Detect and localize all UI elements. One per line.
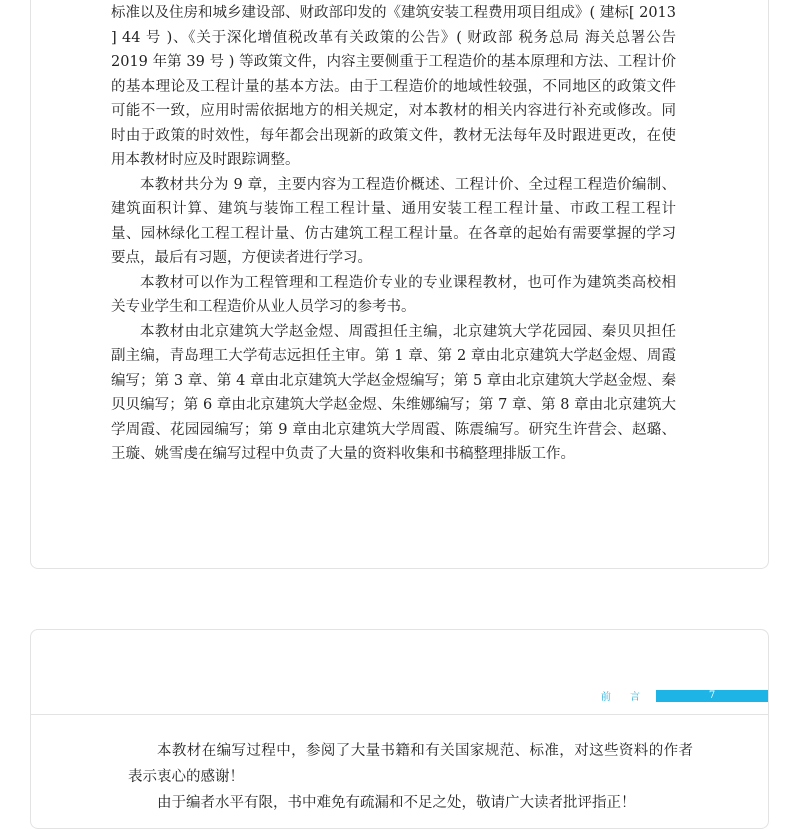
paragraph-feedback: 由于编者水平有限，书中难免有疏漏和不足之处，敬请广大读者批评指正！	[157, 795, 636, 811]
page-number: 7	[656, 690, 768, 702]
paragraph-thanks: 本教材在编写过程中，参阅了大量书籍和有关国家规范、标准，对这些资料的作者表示衷心的感谢！	[128, 743, 693, 785]
paragraph-authors: 本教材由北京建筑大学赵金煜、周霞担任主编，北京建筑大学花园园、秦贝贝担任副主编，青岛理工大学荀志远担任主审。第 1 章、第 2 章由北京建筑大学赵金煜、周霞编写；第 3 章、第 4 章由北京建筑大学赵金煜编写；第 5 章由北京建筑大学赵金煜、秦贝贝编写；第 6 章由北京建筑大学赵金煜、朱维娜编写；第 7 章、第 8 章由北京建筑大学周霞、花园园编写；第 9 章由北京建筑大学周霞、陈震编写。研究生许营会、赵璐、王璇、姚雪虔在编写过程中负责了大量的资料收集和书稿整理排版工作。	[111, 323, 676, 462]
document-page-preface-1	[30, 0, 769, 569]
document-page-preface-2	[30, 629, 769, 829]
paragraph-policy: 标准以及住房和城乡建设部、财政部印发的《建筑安装工程费用项目组成》( 建标[ 2013 ] 44 号 )、《关于深化增值税改革有关政策的公告》( 财政部 税务总局 海关总署公告 2019 年第 39 号 ) 等政策文件，内容主要侧重于工程造价的基本原理和方法、工程计价的基本理论及工程计量的基本方法。由于工程造价的地域性较强，不同地区的政策文件可能不一致，应用时需依据地方的相关规定，对本教材的相关内容进行补充或修改。同时由于政策的时效性，每年都会出现新的政策文件，教材无法每年及时跟进更改，在使用本教材时应及时跟踪调整。	[111, 5, 676, 168]
page-body	[128, 738, 693, 816]
paragraph-chapters: 本教材共分为 9 章，主要内容为工程造价概述、工程计价、全过程工程造价编制、建筑面积计算、建筑与装饰工程工程计量、通用安装工程工程计量、市政工程工程计量、园林绿化工程工程计量、仿古建筑工程工程计量。在各章的起始有需要掌握的学习要点，最后有习题，方便读者进行学习。	[111, 176, 676, 266]
paragraph-audience: 本教材可以作为工程管理和工程造价专业的专业课程教材，也可作为建筑类高校相关专业学生和工程造价从业人员学习的参考书。	[111, 274, 676, 315]
header-divider	[31, 714, 768, 715]
section-label: 前 言	[600, 692, 648, 703]
page-body	[111, 1, 676, 467]
page-header	[31, 690, 768, 702]
